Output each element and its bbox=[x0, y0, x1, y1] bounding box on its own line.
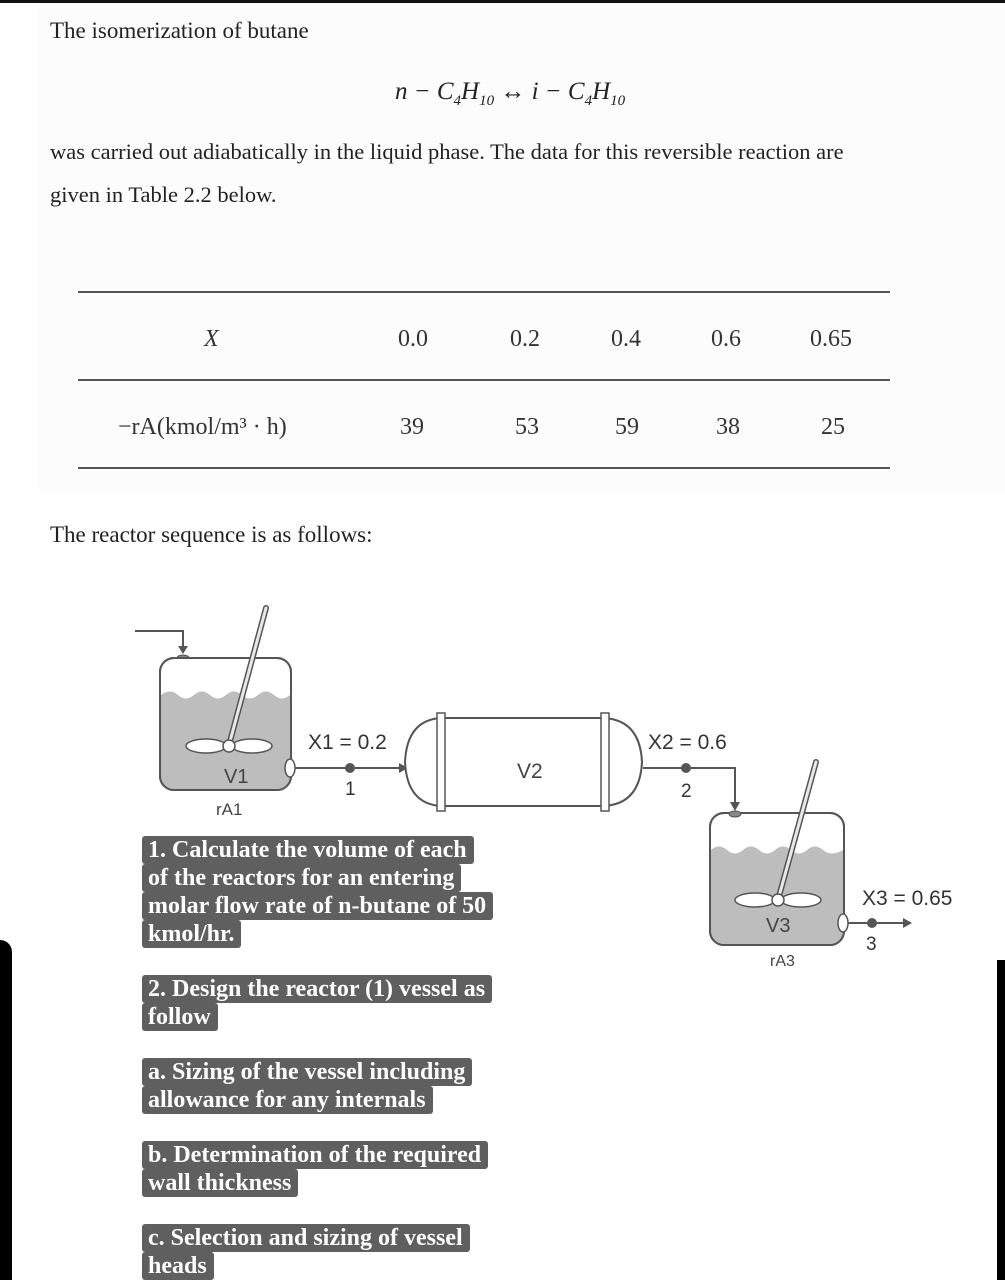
table-top-rule bbox=[78, 291, 890, 293]
x3-label: X3 = 0.65 bbox=[862, 887, 953, 910]
feed-line bbox=[135, 631, 183, 650]
table-cell: 0.0 bbox=[398, 326, 428, 352]
ra1-label: rA1 bbox=[216, 800, 243, 819]
table-cell: 38 bbox=[716, 414, 740, 440]
table-cell: 0.4 bbox=[611, 326, 641, 352]
question-2: 2. Design the reactor (1) vessel as follow bbox=[142, 975, 492, 1031]
left-edge-shadow bbox=[0, 940, 12, 1280]
table-cell: 39 bbox=[400, 414, 424, 440]
table-cell: 59 bbox=[615, 414, 639, 440]
ra3-label: rA3 bbox=[770, 953, 795, 970]
point-2-label: 2 bbox=[681, 781, 692, 802]
intro-text: The isomerization of butane bbox=[50, 18, 309, 43]
table-bottom-rule bbox=[78, 467, 890, 469]
question-2a: a. Sizing of the vessel including allowance for any internals bbox=[142, 1058, 472, 1114]
table-row1-header: X bbox=[204, 326, 219, 352]
question-2b: b. Determination of the required wall thickness bbox=[142, 1141, 488, 1197]
v3-label: V3 bbox=[766, 915, 791, 937]
v1-label: V1 bbox=[224, 766, 249, 788]
paragraph-line-2: given in Table 2.2 below. bbox=[50, 182, 277, 207]
table-cell: 0.6 bbox=[711, 326, 741, 352]
table-mid-rule bbox=[78, 379, 890, 381]
table-cell: 25 bbox=[821, 414, 845, 440]
x2-label: X2 = 0.6 bbox=[648, 731, 727, 754]
right-edge-shadow bbox=[997, 960, 1005, 1280]
paragraph-line-1: was carried out adiabatically in the liquid phase. The data for this reversible reaction are bbox=[50, 139, 844, 164]
x1-label: X1 = 0.2 bbox=[308, 731, 387, 754]
point-1-label: 1 bbox=[345, 779, 356, 800]
sequence-text: The reactor sequence is as follows: bbox=[50, 522, 373, 547]
reaction-equation: $n - C_4H_{10}$ ↔ $i - C_4H_{10}$ bbox=[395, 78, 626, 109]
question-1: 1. Calculate the volume of each of the reactors for an entering molar flow rate of n-butane of 50 kmol/hr. bbox=[142, 836, 493, 948]
v2-label: V2 bbox=[517, 760, 543, 783]
question-2c: c. Selection and sizing of vessel heads bbox=[142, 1224, 470, 1280]
table-cell: 0.2 bbox=[510, 326, 540, 352]
table-row2-header: −rA(kmol/m³ · h) bbox=[118, 414, 287, 440]
table-cell: 53 bbox=[515, 414, 539, 440]
point-3-label: 3 bbox=[866, 934, 877, 955]
cstr-1 bbox=[160, 608, 295, 790]
table-cell: 0.65 bbox=[810, 326, 852, 352]
